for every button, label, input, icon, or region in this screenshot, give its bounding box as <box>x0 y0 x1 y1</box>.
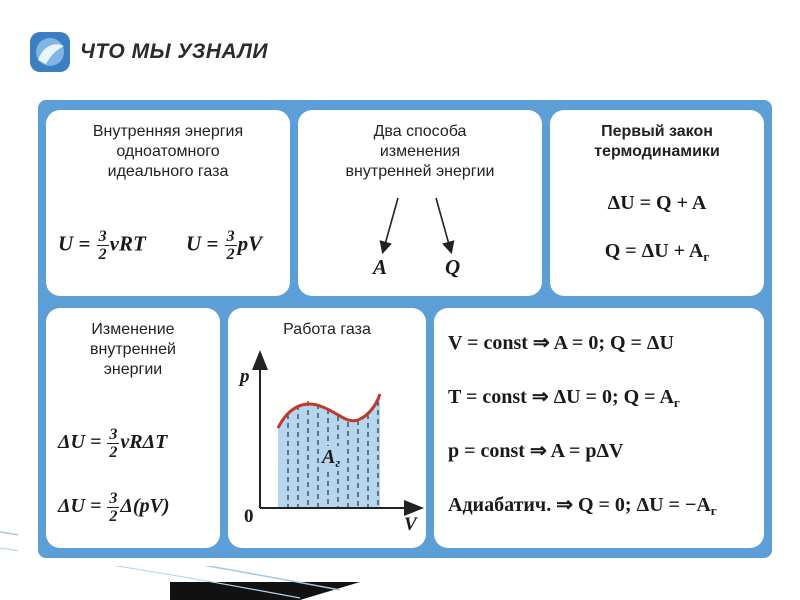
numerator: 3 <box>109 426 118 443</box>
page-header <box>28 28 268 76</box>
area-label-main: A <box>322 446 336 468</box>
arrow-left <box>384 198 398 248</box>
formula-lhs: U = <box>186 231 219 256</box>
heading-line: Изменение <box>91 321 175 338</box>
area-label <box>320 446 342 471</box>
box-work <box>228 308 426 548</box>
numerator: 3 <box>109 490 118 507</box>
axis-label-v: V <box>404 514 417 535</box>
process-row <box>448 492 717 519</box>
fraction <box>97 228 109 263</box>
first-law-heading <box>550 122 764 162</box>
fraction <box>107 426 119 461</box>
heading-line: термодинамики <box>594 143 720 160</box>
formula-lhs: ΔU = <box>58 431 102 454</box>
process-main: Адиабатич. ⇒ Q = 0; ΔU = −A <box>448 494 711 516</box>
heading-line: внутренней энергии <box>345 163 495 180</box>
denominator: 2 <box>109 508 118 525</box>
formula-rhs: νRΔT <box>120 431 168 454</box>
process-main: T = const ⇒ ΔU = 0; Q = A <box>448 386 674 408</box>
process-main: V = const ⇒ A = 0; Q = ΔU <box>448 332 674 354</box>
work-diagram <box>228 308 426 548</box>
denominator: 2 <box>109 444 118 461</box>
denominator: 2 <box>226 246 235 263</box>
heading-line: Внутренняя энергия <box>92 123 244 140</box>
axis-label-p: p <box>240 366 250 387</box>
heading-line: внутренней <box>90 341 176 358</box>
work-heading: Работа газа <box>283 321 371 338</box>
formula-du-nrdt <box>58 426 167 461</box>
area-label-sub: г <box>335 455 341 470</box>
fraction <box>107 490 119 525</box>
formula-rhs: νRT <box>109 231 146 256</box>
page-title: ЧТО МЫ УЗНАЛИ <box>80 40 268 63</box>
numerator: 3 <box>226 228 235 245</box>
change-heading <box>46 320 220 380</box>
process-row <box>448 438 623 465</box>
box-internal-energy <box>46 110 290 296</box>
internal-energy-heading <box>46 122 290 182</box>
box-change <box>46 308 220 548</box>
fraction <box>225 228 237 263</box>
heading-line: одноатомного <box>116 143 220 160</box>
eq-sub: г <box>703 249 710 264</box>
first-law-eq2 <box>550 240 764 265</box>
formula-lhs: U = <box>58 231 91 256</box>
eq-main: Q = ΔU + A <box>604 240 704 262</box>
box-processes <box>434 308 764 548</box>
numerator: 3 <box>98 228 107 245</box>
formula-lhs: ΔU = <box>58 495 102 518</box>
two-ways-arrows <box>298 110 542 296</box>
process-main: p = const ⇒ A = pΔV <box>448 440 624 462</box>
label-a: A <box>373 255 388 279</box>
arrow-right <box>436 198 450 248</box>
formula-du-dpv <box>58 490 170 525</box>
process-row <box>448 330 674 357</box>
process-sub: г <box>673 395 680 410</box>
process-row <box>448 384 680 411</box>
formula-rhs: Δ(pV) <box>120 495 170 518</box>
process-sub: г <box>710 503 717 518</box>
label-q: Q <box>445 255 461 279</box>
box-first-law <box>550 110 764 296</box>
blue-emblem-icon <box>28 30 72 74</box>
formula-u-pv <box>186 228 262 263</box>
origin-label: 0 <box>244 506 254 527</box>
formula-u-nrt <box>58 228 146 263</box>
heading-line: энергии <box>103 361 163 378</box>
heading-line: изменения <box>379 143 461 160</box>
first-law-eq1: ΔU = Q + A <box>607 192 707 214</box>
heading-line: Два способа <box>373 123 467 140</box>
denominator: 2 <box>98 246 107 263</box>
box-two-ways <box>298 110 542 296</box>
heading-line: идеального газа <box>107 163 229 180</box>
heading-line: Первый закон <box>601 123 713 140</box>
formula-rhs: pV <box>237 231 263 256</box>
